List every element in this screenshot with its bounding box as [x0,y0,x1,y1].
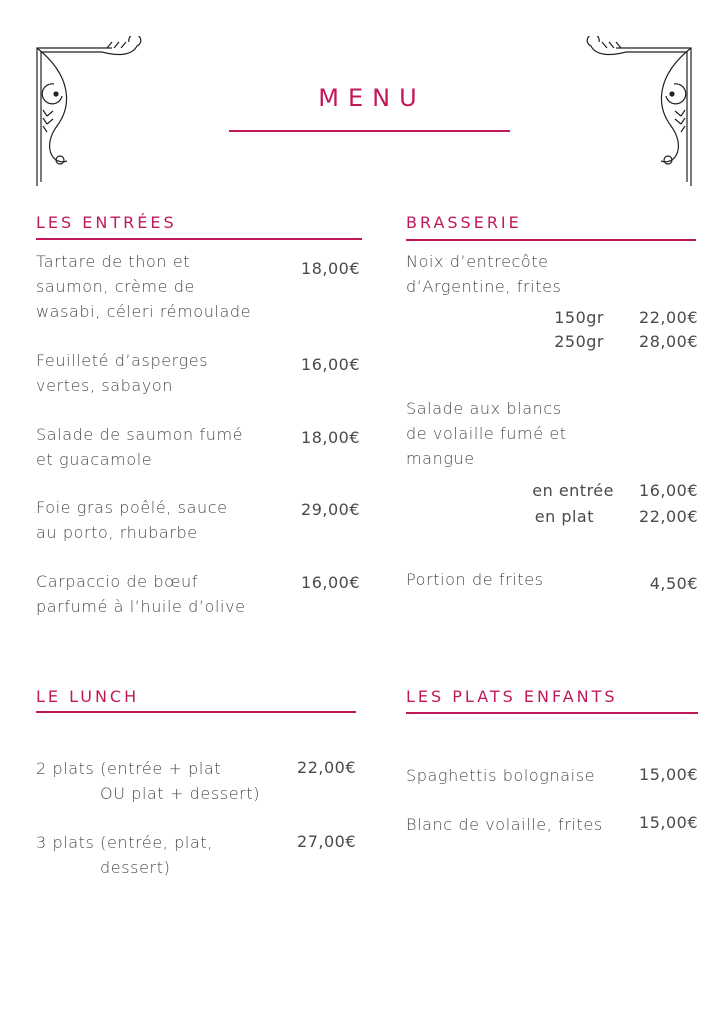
menu-item: Salade aux blancs de volaille fumé et mangue [406,399,567,468]
item-price: 15,00€ [639,765,698,784]
item-price: 18,00€ [301,259,360,278]
item-price: 27,00€ [297,832,356,851]
item-price: 22,00€ [639,507,698,526]
menu-item: Carpaccio de bœuf parfumé à l’huile d’olive [36,572,246,616]
menu-item: Tartare de thon et saumon, crème de wasabi, céleri rémoulade [36,252,252,321]
item-price: 22,00€ [639,308,698,327]
menu-item: 3 plats (entrée, plat, [36,833,213,852]
item-price: 16,00€ [301,573,360,592]
section-divider [36,238,362,240]
menu-item: Blanc de volaille, frites [406,815,603,834]
option-label: en entrée [532,481,614,500]
section-divider [406,712,698,714]
menu-item: 2 plats (entrée + plat [36,759,222,778]
item-price: 4,50€ [649,574,698,593]
item-price: 16,00€ [639,481,698,500]
item-price: 18,00€ [301,428,360,447]
item-price: 29,00€ [301,500,360,519]
menu-item: Spaghettis bolognaise [406,766,596,785]
menu-item: Noix d’entrecôte d’Argentine, frites [406,252,562,296]
item-price: 15,00€ [639,813,698,832]
section-divider [406,239,696,241]
title-divider [229,130,510,132]
menu-item: Foie gras poêlé, sauce au porto, rhubarbe [36,498,228,542]
section-divider [36,711,356,713]
section-heading-enfants: LES PLATS ENFANTS [406,687,618,706]
option-label: 250gr [554,332,604,351]
option-label: 150gr [554,308,604,327]
section-heading-brasserie: BRASSERIE [406,213,522,232]
option-label: en plat [534,507,594,526]
menu-item: Salade de saumon fumé et guacamole [36,425,244,469]
menu-item: Portion de frites [406,570,544,589]
menu-item: Feuilleté d’asperges vertes, sabayon [36,351,209,395]
item-price: 22,00€ [297,758,356,777]
item-price: 28,00€ [639,332,698,351]
section-heading-lunch: LE LUNCH [36,687,140,706]
page-title: MENU [318,84,426,112]
menu-item-detail: dessert) [100,858,171,877]
menu-item-detail: OU plat + dessert) [100,784,261,803]
section-heading-entrees: LES ENTRÉES [36,213,177,232]
item-price: 16,00€ [301,355,360,374]
